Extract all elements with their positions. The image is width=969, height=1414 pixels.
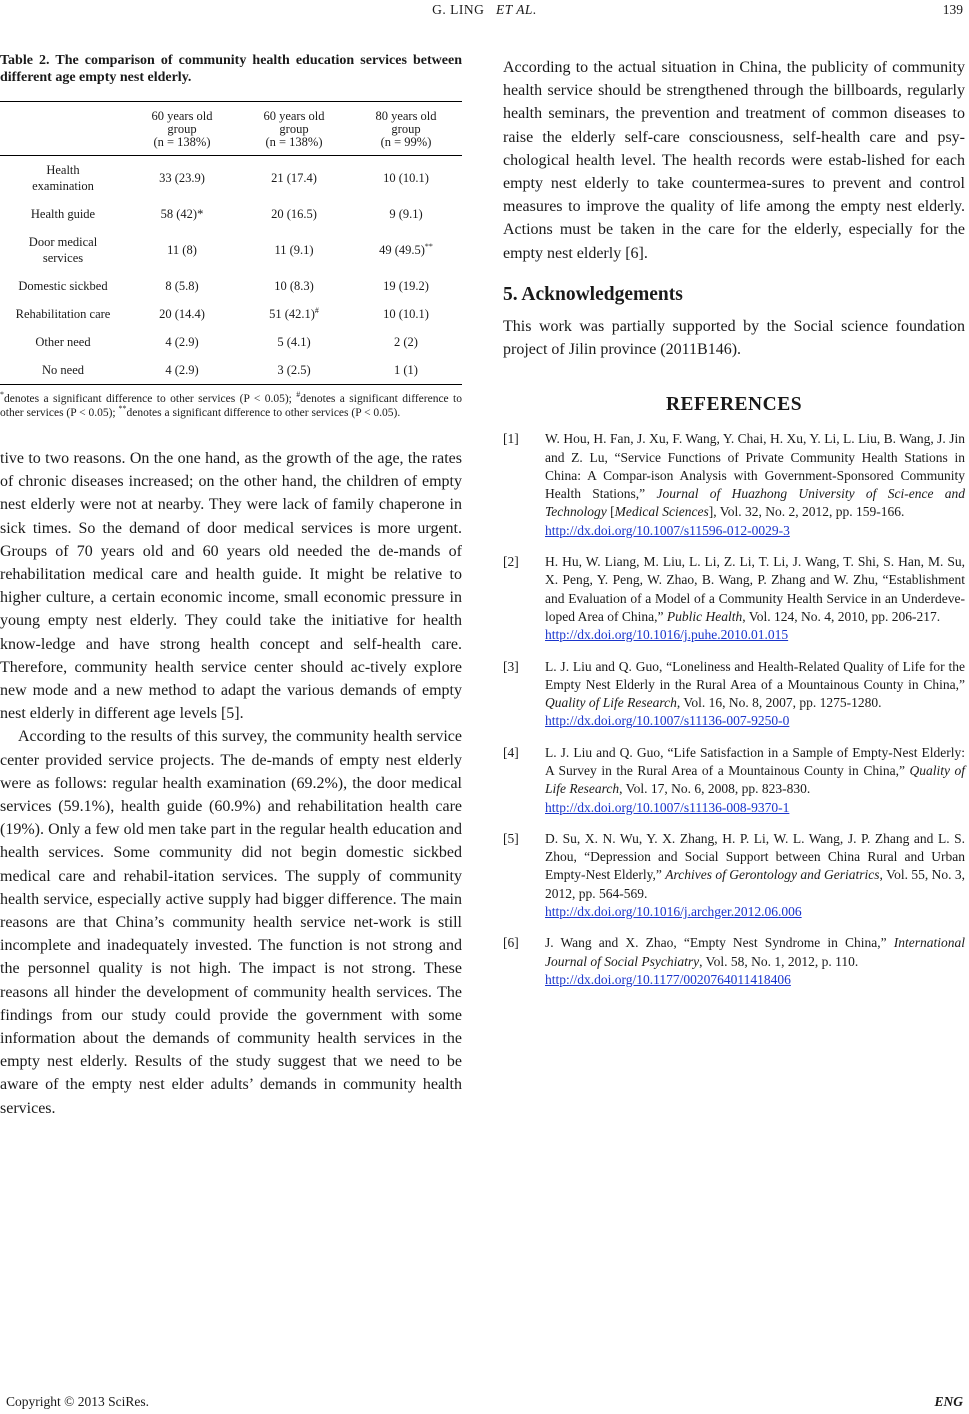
doi-link[interactable]: http://dx.doi.org/10.1007/s11136-007-9250-0 xyxy=(545,713,790,729)
reference-number: [4] xyxy=(503,744,519,760)
table-cell: 21 (17.4) xyxy=(271,171,317,185)
reference-number: [6] xyxy=(503,935,519,951)
table-cell: 4 (2.9) xyxy=(126,356,238,385)
row-label: Rehabilitation care xyxy=(15,307,111,321)
row-label: No need xyxy=(0,356,126,385)
doi-link[interactable]: http://dx.doi.org/10.1177/0020764011418406 xyxy=(545,971,791,987)
table-cell: 49 (49.5)** xyxy=(379,241,433,257)
running-header xyxy=(0,0,969,22)
running-title-authors: G. LING xyxy=(432,2,485,17)
table-cell: 19 (19.2) xyxy=(383,279,429,293)
table-cell: 3 (2.5) xyxy=(238,356,350,385)
table-cell: 51 (42.1)# xyxy=(269,305,319,321)
reference-item: [6] J. Wang and X. Zhao, “Empty Nest Syndrome in China,” International Journal of Social Psychiatry, Vol. 58, No. 1, 2012, p. 110. http://dx.doi.org/10.1177/0020764011418406 xyxy=(503,934,965,989)
journal-abbreviation: ENG xyxy=(934,1394,963,1409)
body-paragraph: According to the actual situation in China, the publicity of community health service should be strengthened through the billboards, regularly health seminars, the prevention and treatment of common diseases to raise the elderly self-care consciousness, self-health care and psy-chological health level. The health records were estab-lished for each empty nest elderly to take countermea-sures to prevent and control measures to improve the quality of life among the empty nest elderly. Actions must be taken in the care for the elderly, especially for the empty nest elderly [6]. xyxy=(503,59,965,262)
section-heading: 5. Acknowledgements xyxy=(503,283,683,305)
table-header-empty xyxy=(0,102,126,156)
table-cell: 4 (2.9) xyxy=(165,335,199,349)
reference-number: [2] xyxy=(503,554,519,570)
table-cell: 58 (42)* xyxy=(160,207,204,221)
reference-item: [3] L. J. Liu and Q. Guo, “Loneliness and Health-Related Quality of Life for the Empty Nest Elderly in the Rural Area of a Mountainous County in China,” Quality of Life Research, Vol. 16, No. 8, 2007, pp. 1275-1280. http://dx.doi.org/10.1007/s11136-007-9250-0 xyxy=(503,658,965,731)
reference-item: [1] W. Hou, H. Fan, J. Xu, F. Wang, Y. Chai, H. Xu, Y. Li, L. Liu, B. Wang, J. Jin and Z. Lu, “Service Functions of Private Community Health Stations in China: A Compar-ison Analysis with Government-Sponsored Community Health Stations,” Journal of Huazhong University of Sci-ence and Technology [Medical Sciences], Vol. 32, No. 2, 2012, pp. 159-166. http://dx.doi.org/10.1007/s11596-012-0029-3 xyxy=(503,430,965,540)
table-row xyxy=(0,156,462,201)
references-heading: REFERENCES xyxy=(665,394,803,416)
table-header-cell: 60 years old group (n = 138%) xyxy=(126,102,238,156)
running-title xyxy=(0,2,969,18)
right-column xyxy=(503,56,965,1002)
reference-number: [1] xyxy=(503,431,519,447)
row-label: Other need xyxy=(35,335,91,349)
body-paragraph: According to the results of this survey, the community health service center provided service projects. The de-mands of empty nest elderly were as follows: regular health examination (69.2%), the door medical services (59.1%), health guide (60.9%) and rehabilitation health care (19%). Only a few old men take part in the regular health education and health services. Some community did not begin domestic sickbed medical care and rehabil-itation services. The supply of community health service, especially active supply had bigger difference. The main reasons are that China’s community health service net-work is still incomplete and inadequately invested. The function is not strong and the personnel quality is not high. The impact is not strong. These reasons all hinder the development of community health services. The findings from our study could provide the government with some information about the demands of community health services in the empty nest elderly. Results of the study suggest that we need to be aware of the empty nest elder adults’ demands in community health services. xyxy=(0,728,462,1117)
row-label: Health examination xyxy=(32,163,94,193)
doi-link[interactable]: http://dx.doi.org/10.1016/j.puhe.2010.01.015 xyxy=(545,627,789,643)
doi-link[interactable]: http://dx.doi.org/10.1007/s11596-012-0029-3 xyxy=(545,522,790,538)
running-title-etal: ET AL. xyxy=(496,2,537,17)
reference-item: [5] D. Su, X. N. Wu, Y. X. Zhang, H. P. Li, W. L. Wang, J. P. Zhang and L. S. Zhou, “Depression and Social Support between China Rural and Urban Empty-Nest Elderly,” Archives of Gerontology and Geriatrics, Vol. 55, No. 3, 2012, pp. 564-569. http://dx.doi.org/10.1016/j.archger.2012.06.006 xyxy=(503,830,965,921)
reference-item: [4] L. J. Liu and Q. Guo, “Life Satisfaction in a Sample of Empty-Nest Elderly: A Survey in the Rural Area of a Mountainous County in China,” Quality of Life Research, Vol. 17, No. 6, 2008, pp. 823-830. http://dx.doi.org/10.1007/s11136-008-9370-1 xyxy=(503,744,965,817)
reference-number: [3] xyxy=(503,658,519,674)
table-cell: 8 (5.8) xyxy=(165,279,199,293)
acknowledgement-text: This work was partially supported by the Social science foundation project of Jilin province (2011B146). xyxy=(503,317,965,359)
table-row xyxy=(0,228,462,272)
table-header-cell: 80 years old group (n = 99%) xyxy=(350,102,462,156)
table-cell: 20 (16.5) xyxy=(271,207,317,221)
table-row xyxy=(0,328,462,356)
table-cell: 20 (14.4) xyxy=(159,307,205,321)
table-cell: 10 (10.1) xyxy=(383,171,429,185)
row-label: Domestic sickbed xyxy=(18,279,108,293)
copyright-text: Copyright © 2013 SciRes. xyxy=(6,1394,150,1409)
table-cell: 1 (1) xyxy=(350,356,462,385)
table-cell: 9 (9.1) xyxy=(389,207,423,221)
row-label: Door medical services xyxy=(28,235,98,265)
table-caption: Table 2. The comparison of community health education services between different age empty nest elderly. xyxy=(0,53,462,85)
table-row xyxy=(0,200,462,228)
table-row xyxy=(0,356,462,385)
table-cell: 10 (8.3) xyxy=(274,279,314,293)
row-label: Health guide xyxy=(30,207,96,221)
reference-item: [2] H. Hu, W. Liang, M. Liu, L. Li, Z. Li, T. Li, J. Wang, T. Shi, S. Han, M. Su, X. Peng, Y. Peng, W. Zhao, B. Wang, P. Zhang and W. Zhu, “Establishment and Evaluation of a Model of a Community Health Service in an Underdeve-loped Area of China,” Public Health, Vol. 124, No. 4, 2010, pp. 206-217. http://dx.doi.org/10.1016/j.puhe.2010.01.015 xyxy=(503,553,965,644)
doi-link[interactable]: http://dx.doi.org/10.1007/s11136-008-9370-1 xyxy=(545,799,790,815)
page-number: 139 xyxy=(942,2,963,17)
table-cell: 11 (8) xyxy=(167,243,197,257)
table-header-cell: 60 years old group (n = 138%) xyxy=(238,102,350,156)
table-cell: 2 (2) xyxy=(394,335,418,349)
table-row xyxy=(0,272,462,300)
table-row xyxy=(0,300,462,328)
reference-number: [5] xyxy=(503,830,519,846)
left-column xyxy=(0,52,462,1120)
table-cell: 33 (23.9) xyxy=(159,171,205,185)
page-footer xyxy=(6,1394,963,1410)
body-paragraph: tive to two reasons. On the one hand, as the growth of the age, the rates of chronic diseases increased; on the other hand, the children of empty nest elderly were not at nearby. They were lack of family chaperone in sick times. So the demand of door medical services is more urgent. Groups of 70 years old and 60 years old needed the de-mands of rehabilitation medical care and health guide. It might be relative to higher culture, a certain economic income, small economic pressure in young empty nest elderly. They could take the initiative for health know-ledge and have strong health concept and self-health care. Therefore, community health service center should ac-tively explore new mode and a new method to adapt the various demands of empty nest elderly in different age levels [5]. xyxy=(0,450,462,723)
table-cell: 11 (9.1) xyxy=(274,243,314,257)
table-cell: 5 (4.1) xyxy=(277,335,311,349)
table-header-row xyxy=(0,102,462,156)
comparison-table xyxy=(0,101,462,385)
table-cell: 10 (10.1) xyxy=(383,307,429,321)
doi-link[interactable]: http://dx.doi.org/10.1016/j.archger.2012.06.006 xyxy=(545,904,802,920)
table-footnote: *denotes a significant difference to other services (P < 0.05); #denotes a significant difference to other services (P < 0.05); **denotes a significant difference to other services (P < 0.05). xyxy=(0,390,462,419)
